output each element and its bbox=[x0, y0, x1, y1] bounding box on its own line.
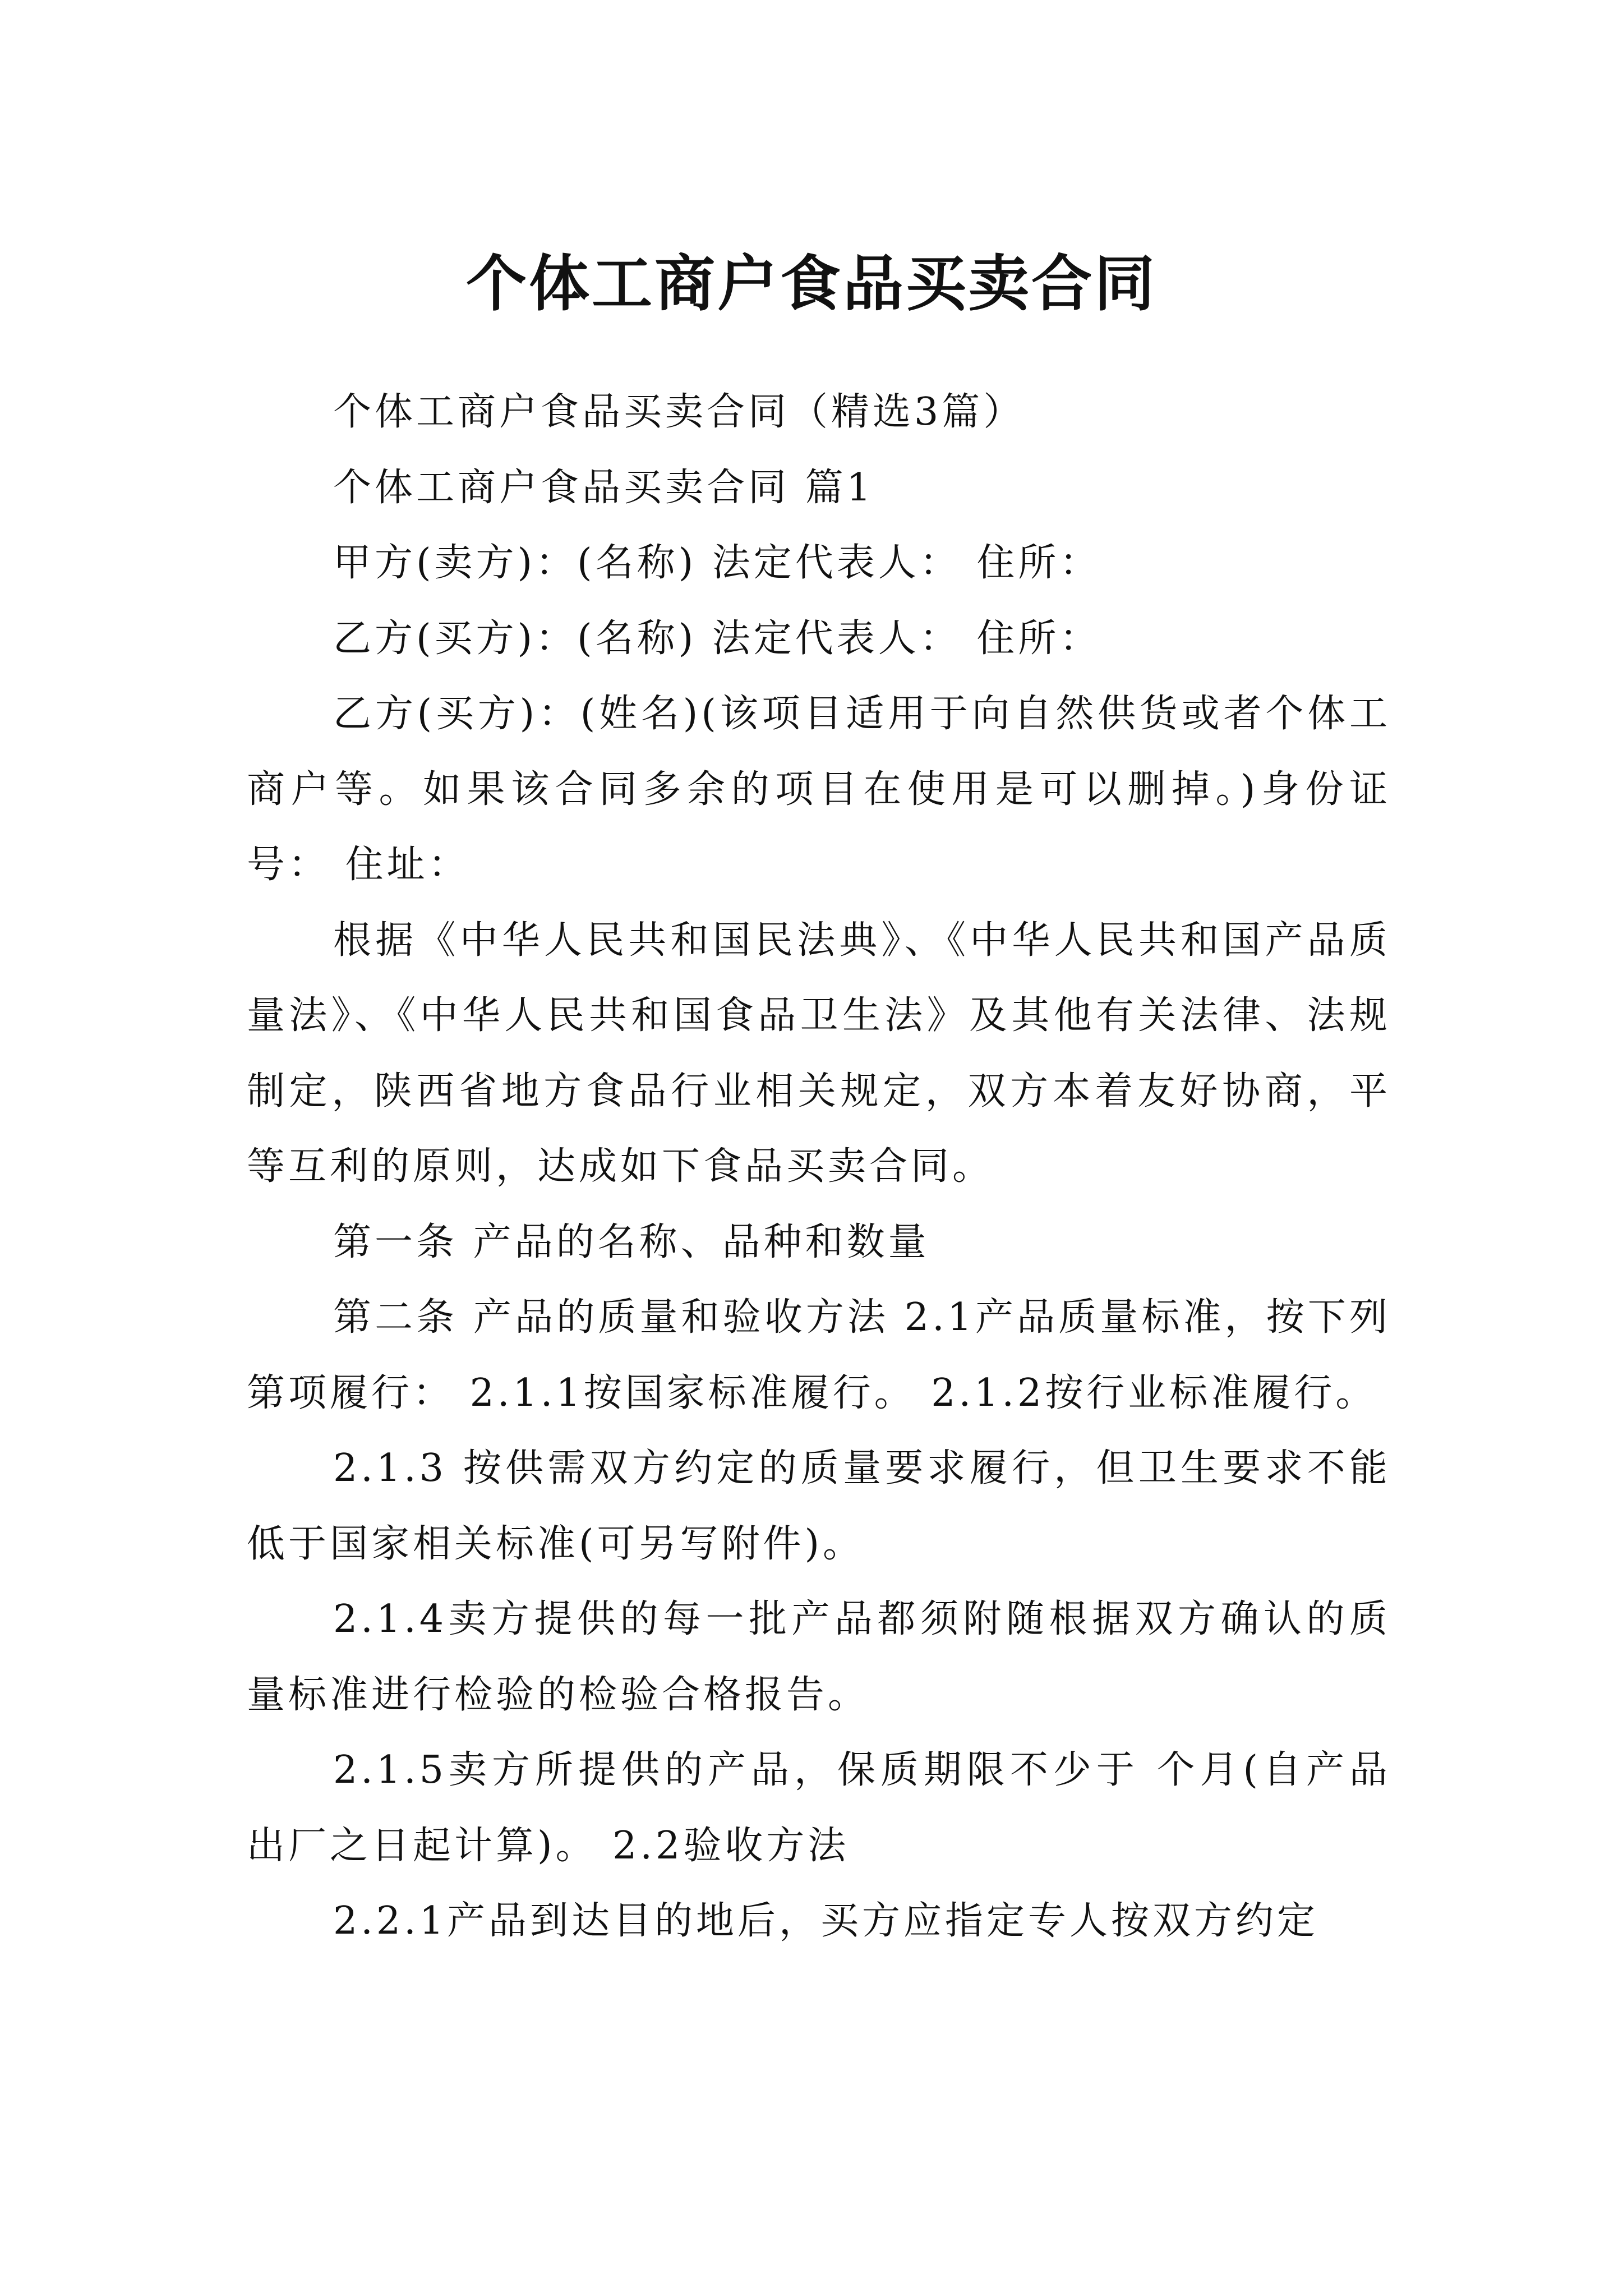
paragraph-clause-2-1-3: 2.1.3 按供需双方约定的质量要求履行，但卫生要求不能低于国家相关标准(可另写附件)。 bbox=[247, 1446, 1391, 1566]
paragraph-clause-2-1-5: 2.1.5卖方所提供的产品，保质期限不少于 个月(自产品出厂之日起计算)。 2.2验收方法 bbox=[247, 1748, 1391, 1868]
document-title: 个体工商户食品买卖合同 bbox=[465, 249, 1157, 320]
paragraph-clause-2-1-4: 2.1.4卖方提供的每一批产品都须附随根据双方确认的质量标准进行检验的检验合格报告。 bbox=[247, 1597, 1391, 1717]
paragraph-legal-basis: 根据《中华人民共和国民法典》、《中华人民共和国产品质量法》、《中华人民共和国食品卫生法》及其他有关法律、法规制定，陕西省地方食品行业相关规定，双方本着友好协商，平等互利的原则，达成如下食品买卖合同。 bbox=[247, 918, 1391, 1189]
paragraph-party-b: 乙方(买方)：(名称) 法定代表人： 住所： bbox=[333, 616, 1101, 661]
paragraph-article-1: 第一条 产品的名称、品种和数量 bbox=[333, 1220, 930, 1264]
paragraph-party-a: 甲方(卖方)：(名称) 法定代表人： 住所： bbox=[333, 541, 1101, 585]
paragraph-section-title: 个体工商户食品买卖合同 篇1 bbox=[333, 465, 874, 510]
paragraph-clause-2-2-1: 2.2.1产品到达目的地后，买方应指定专人按双方约定 bbox=[333, 1899, 1319, 1943]
document-body bbox=[247, 375, 1391, 1959]
paragraph-heading: 个体工商户食品买卖合同（精选3篇） bbox=[333, 390, 1025, 434]
paragraph-party-b-individual: 乙方(买方)：(姓名)(该项目适用于向自然供货或者个体工商户等。如果该合同多余的项目在使用是可以删掉。)身份证号： 住址： bbox=[247, 692, 1391, 887]
paragraph-article-2: 第二条 产品的质量和验收方法 2.1产品质量标准，按下列第项履行： 2.1.1按国家标准履行。 2.1.2按行业标准履行。 bbox=[247, 1295, 1391, 1415]
